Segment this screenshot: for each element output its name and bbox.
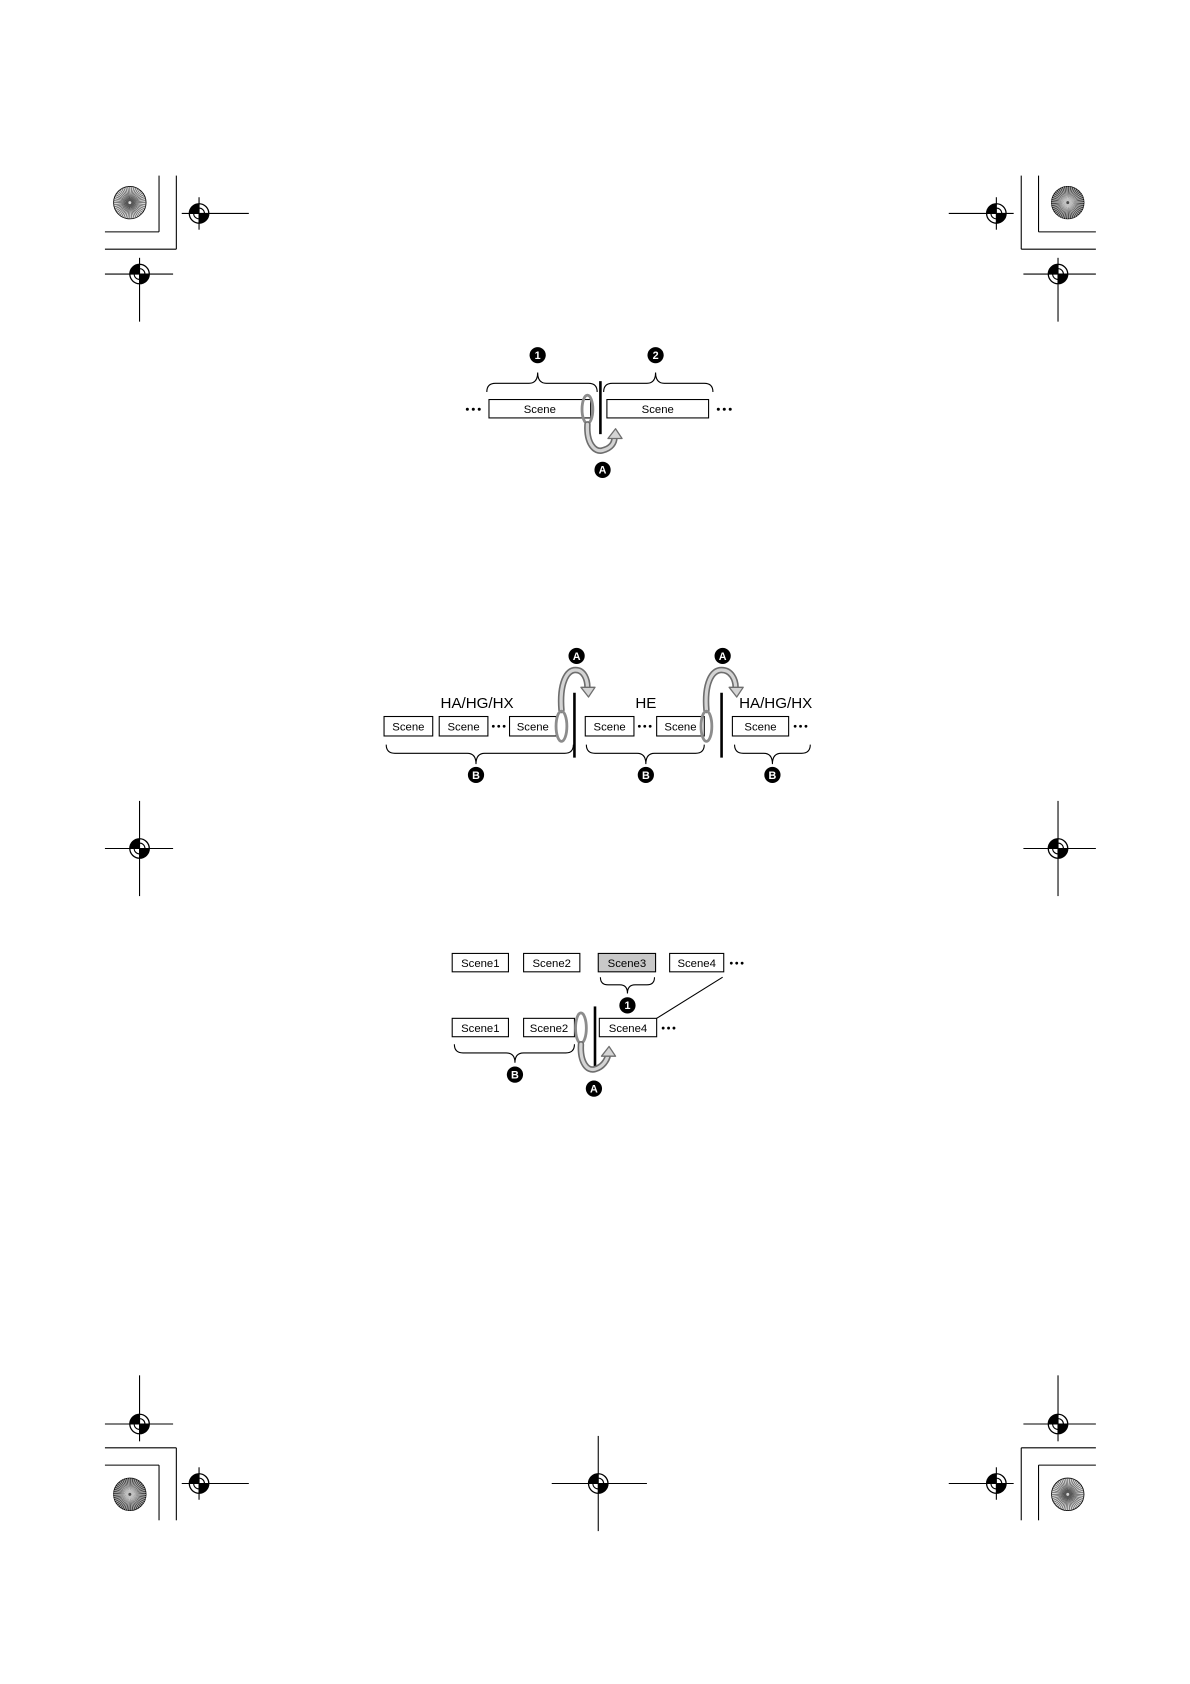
scene-label: Scene — [664, 721, 697, 734]
marker-b-label: B — [472, 769, 480, 782]
scene-label: Scene — [392, 721, 425, 734]
marker-1-label: 1 — [534, 350, 541, 363]
marker-2-label: 2 — [652, 350, 659, 363]
format-label: HE — [635, 694, 657, 712]
marker-2 — [647, 347, 663, 363]
marker-b-label: B — [511, 1069, 519, 1082]
marker-a-label: A — [590, 1083, 598, 1096]
marker-a — [568, 648, 584, 664]
scene-label: Scene2 — [532, 957, 571, 970]
marker-a — [715, 648, 731, 664]
marker-b — [764, 767, 780, 783]
scene-label: Scene1 — [461, 1022, 500, 1035]
ellipsis — [794, 725, 808, 728]
marker-a-label: A — [718, 650, 727, 663]
marker-1 — [619, 997, 635, 1013]
scene-label: Scene2 — [529, 1022, 569, 1035]
scene-label: Scene — [641, 404, 674, 417]
marker-b — [507, 1066, 523, 1082]
scene-label: Scene — [593, 721, 626, 734]
ellipsis-left — [466, 408, 481, 411]
scene-label: Scene4 — [677, 957, 716, 970]
marker-a-label: A — [598, 464, 607, 477]
scene-label: Scene4 — [608, 1022, 648, 1035]
registration-gear-bottom-right — [1052, 1478, 1084, 1510]
format-label: HA/HG/HX — [440, 694, 514, 712]
scene-label: Scene — [523, 404, 556, 417]
marker-b — [468, 767, 484, 783]
scene-label: Scene — [516, 721, 549, 734]
scene-label: Scene1 — [461, 957, 500, 970]
marker-b-label: B — [768, 769, 777, 782]
registration-gear-top-left — [114, 186, 146, 218]
marker-a — [594, 462, 610, 478]
marker-b-label: B — [641, 769, 650, 782]
marker-1 — [530, 347, 546, 363]
marker-a — [586, 1081, 602, 1097]
registration-gear-bottom-left — [114, 1478, 146, 1510]
scene-label: Scene3 — [607, 957, 647, 970]
scene-label: Scene — [447, 721, 480, 734]
marker-1-label: 1 — [624, 1000, 631, 1013]
marker-a-label: A — [572, 650, 581, 663]
ellipsis — [730, 962, 744, 965]
ellipsis-right — [717, 408, 732, 411]
marker-b — [638, 767, 654, 783]
ellipsis — [662, 1027, 676, 1030]
ellipsis — [638, 725, 652, 728]
registration-gear-top-right — [1052, 186, 1084, 218]
format-label: HA/HG/HX — [739, 694, 813, 712]
scene-label: Scene — [744, 721, 777, 734]
ellipsis — [492, 725, 506, 728]
